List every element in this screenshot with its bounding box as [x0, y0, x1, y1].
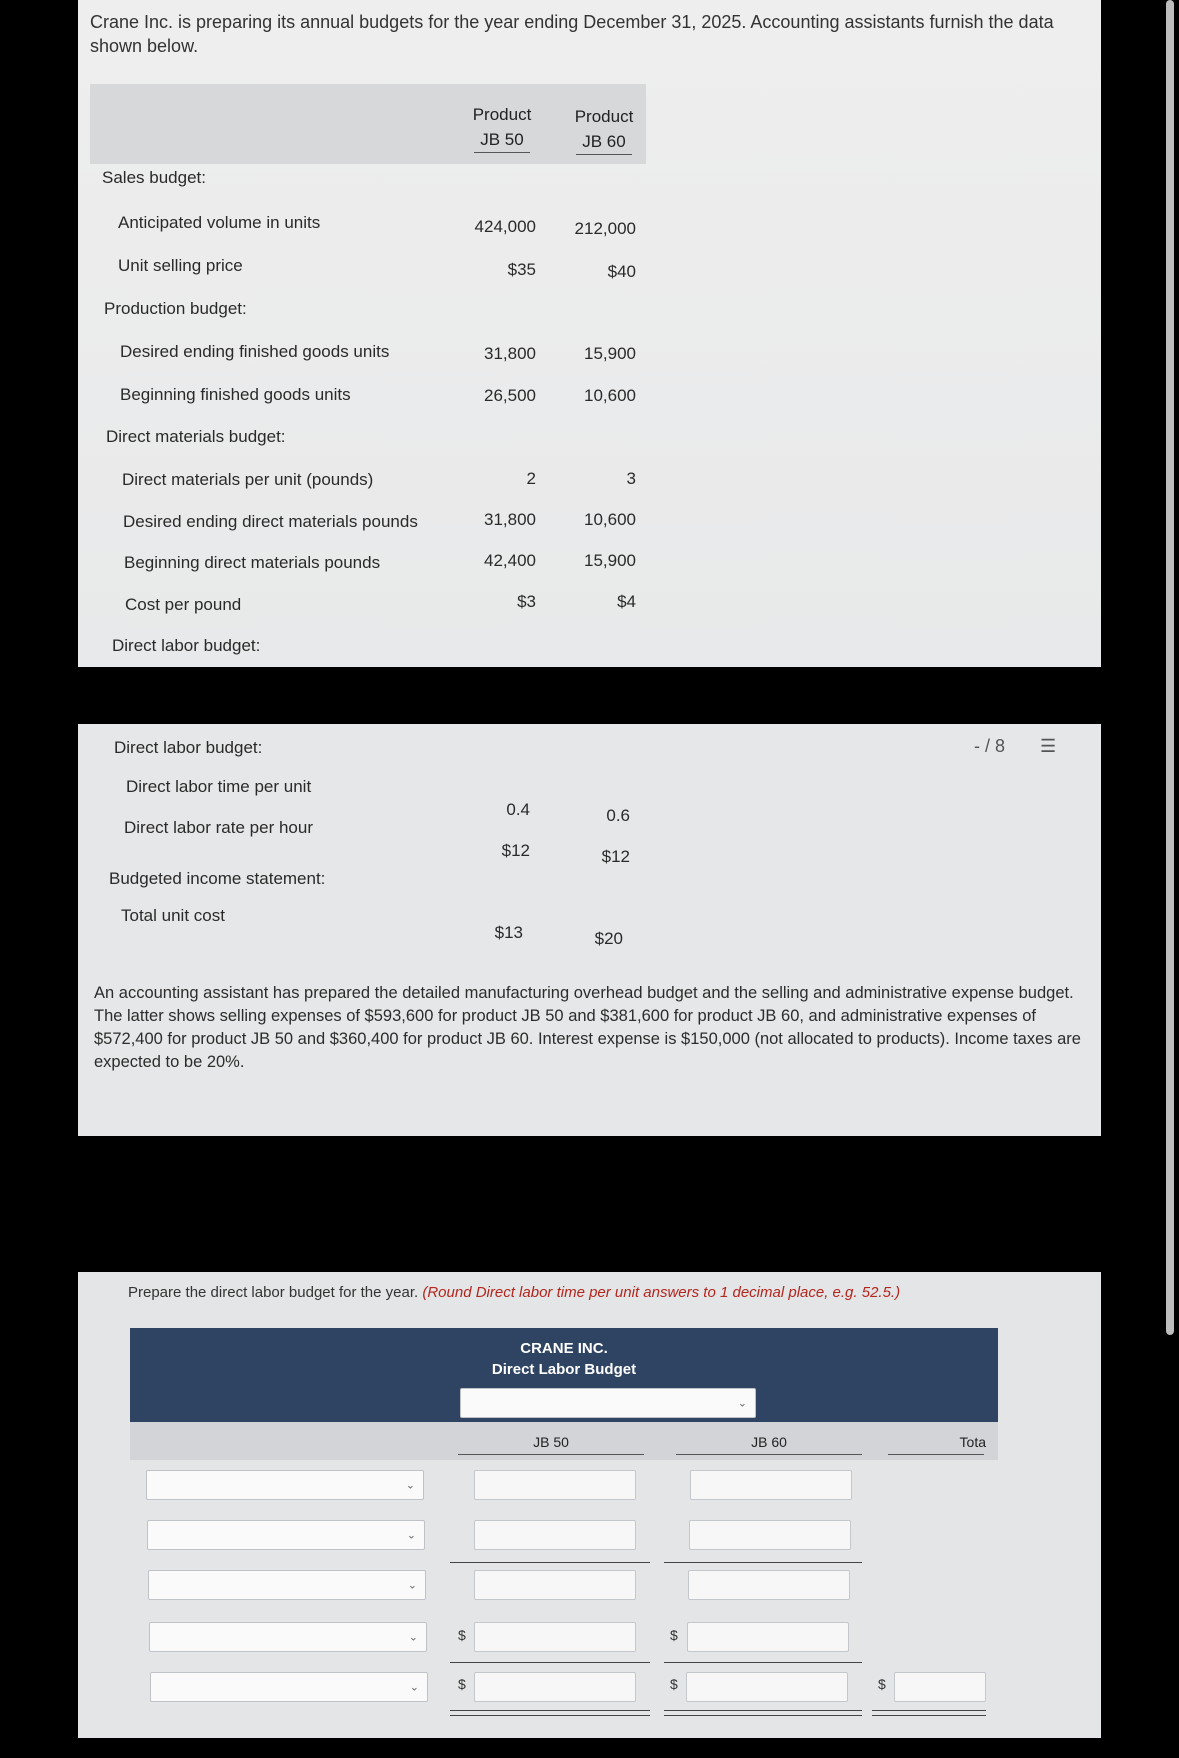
row-label-dm-per-unit: Direct materials per unit (pounds)	[122, 470, 374, 489]
row-5-jb50-input[interactable]	[474, 1672, 636, 1702]
data-panel-1	[78, 0, 1101, 667]
col-jb60-underline	[676, 1454, 862, 1455]
value-dl-time-jb50: 0.4	[506, 800, 530, 819]
row-label-dl-time: Direct labor time per unit	[126, 777, 312, 796]
chevron-down-icon: ⌄	[407, 1579, 417, 1592]
row-4-jb50-input[interactable]	[474, 1622, 636, 1652]
value-beginning-dm-jb60: 15,900	[584, 551, 636, 570]
section-dm-budget: Direct materials budget:	[106, 427, 286, 446]
value-total-unit-cost-jb50: $13	[494, 923, 523, 942]
value-dl-rate-jb50: $12	[501, 841, 530, 860]
row-2-jb60-input[interactable]	[689, 1520, 851, 1550]
row-2-label-select[interactable]	[147, 1520, 425, 1550]
row-4-jb50-rule	[450, 1662, 650, 1663]
row-1-label-select[interactable]	[146, 1470, 424, 1500]
row-label-total-unit-cost: Total unit cost	[121, 906, 225, 925]
value-beginning-fg-jb50: 26,500	[484, 386, 536, 405]
row-4-jb60-rule	[664, 1662, 862, 1663]
col-header-jb60-top: Product	[574, 107, 634, 126]
row-label-cost-per-pound: Cost per pound	[125, 595, 242, 614]
row-label-unit-selling-price: Unit selling price	[118, 256, 243, 275]
company-name: CRANE INC.	[520, 1340, 608, 1357]
row-5-jb50-dollar: $	[458, 1676, 466, 1692]
section-dl-budget: Direct labor budget:	[112, 636, 261, 655]
row-5-label-select[interactable]	[150, 1672, 428, 1702]
row-3-jb60-input[interactable]	[688, 1570, 850, 1600]
page-indicator: - / 8	[974, 736, 1006, 756]
row-label-anticipated-volume: Anticipated volume in units	[118, 213, 321, 232]
value-desired-ending-fg-jb50: 31,800	[484, 344, 536, 363]
value-unit-selling-price-jb60: $40	[607, 262, 636, 281]
row-5-total-input[interactable]	[894, 1672, 986, 1702]
col-total: Tota	[959, 1434, 986, 1450]
instruction-text	[128, 1284, 900, 1301]
value-beginning-fg-jb60: 10,600	[584, 386, 636, 405]
intro-text: Crane Inc. is preparing its annual budgets for the year ending December 31, 2025. Accounting assistants furnish the data shown below.	[90, 12, 1054, 56]
row-4-jb50-dollar: $	[458, 1627, 466, 1643]
value-beginning-dm-jb50: 42,400	[484, 551, 536, 570]
row-2-jb50-rule	[450, 1562, 650, 1563]
value-anticipated-volume-jb60: 212,000	[574, 219, 636, 238]
overhead-paragraph: An accounting assistant has prepared the detailed manufacturing overhead budget and the selling and administrative expense budget. The latter shows selling expenses of $593,600 for product JB 50 and $381,600 for product JB 60, and administrative expenses of $572,400 for product JB 50 and $360,400 for product JB 60. Interest expense is $150,000 (not allocated to products). Income taxes are expected to be 20%.	[94, 984, 1081, 1071]
chevron-down-icon: ⌄	[737, 1397, 747, 1410]
row-label-beginning-fg: Beginning finished goods units	[120, 385, 351, 404]
section-production-budget: Production budget:	[104, 299, 247, 318]
instruction-note: (Round Direct labor time per unit answers to 1 decimal place, e.g. 52.5.)	[422, 1284, 901, 1301]
row-4-jb60-dollar: $	[670, 1627, 678, 1643]
scrollbar[interactable]	[1166, 0, 1174, 1335]
row-1-jb60-input[interactable]	[690, 1470, 852, 1500]
col-header-jb50-bottom: JB 50	[474, 127, 529, 153]
section-dl-budget-2: Direct labor budget:	[114, 738, 263, 757]
value-unit-selling-price-jb50: $35	[507, 260, 536, 279]
value-desired-ending-fg-jb60: 15,900	[584, 344, 636, 363]
value-anticipated-volume-jb50: 424,000	[474, 217, 536, 236]
period-select[interactable]	[460, 1388, 756, 1418]
chevron-down-icon: ⌄	[406, 1529, 416, 1542]
row-label-beginning-dm: Beginning direct materials pounds	[124, 553, 381, 572]
col-header-jb50	[462, 102, 542, 153]
value-total-unit-cost-jb60: $20	[594, 929, 623, 948]
row-5-total-dollar: $	[878, 1676, 886, 1692]
row-label-desired-ending-fg: Desired ending finished goods units	[120, 342, 390, 361]
row-2-jb60-rule	[664, 1562, 862, 1563]
answer-form-panel	[78, 1272, 1101, 1738]
row-5-jb60-double-rule	[664, 1710, 862, 1716]
list-icon[interactable]: ☰	[1040, 736, 1057, 756]
value-cost-per-pound-jb60: $4	[617, 592, 636, 611]
row-label-dl-rate: Direct labor rate per hour	[124, 818, 313, 837]
column-header-band	[90, 84, 646, 164]
budget-title: Direct Labor Budget	[491, 1361, 637, 1378]
col-header-jb50-top: Product	[472, 105, 532, 124]
row-3-jb50-input[interactable]	[474, 1570, 636, 1600]
row-4-jb60-input[interactable]	[687, 1622, 849, 1652]
row-label-desired-ending-dm: Desired ending direct materials pounds	[123, 512, 418, 531]
col-jb60: JB 60	[751, 1434, 787, 1450]
instruction-main: Prepare the direct labor budget for the year.	[128, 1284, 419, 1301]
col-jb50-underline	[458, 1454, 644, 1455]
value-dl-rate-jb60: $12	[601, 847, 630, 866]
col-header-jb60-bottom: JB 60	[576, 129, 631, 155]
row-4-label-select[interactable]	[149, 1622, 427, 1652]
section-sales-budget: Sales budget:	[102, 168, 206, 187]
value-desired-ending-dm-jb50: 31,800	[484, 510, 536, 529]
row-5-jb60-input[interactable]	[686, 1672, 848, 1702]
value-cost-per-pound-jb50: $3	[517, 592, 536, 611]
row-3-label-select[interactable]	[148, 1570, 426, 1600]
value-dm-per-unit-jb60: 3	[626, 469, 636, 488]
chevron-down-icon: ⌄	[405, 1479, 415, 1492]
chevron-down-icon: ⌄	[409, 1681, 419, 1694]
col-total-underline	[888, 1454, 984, 1455]
row-5-jb50-double-rule	[450, 1710, 650, 1716]
row-1-jb50-input[interactable]	[474, 1470, 636, 1500]
value-dm-per-unit-jb50: 2	[526, 469, 536, 488]
row-2-jb50-input[interactable]	[474, 1520, 636, 1550]
value-desired-ending-dm-jb60: 10,600	[584, 510, 636, 529]
col-header-jb60	[564, 104, 644, 155]
budget-title-bar	[130, 1328, 998, 1422]
section-income-statement: Budgeted income statement:	[109, 869, 326, 888]
value-dl-time-jb60: 0.6	[606, 806, 630, 825]
row-5-total-double-rule	[872, 1710, 986, 1716]
chevron-down-icon: ⌄	[408, 1631, 418, 1644]
row-5-jb60-dollar: $	[670, 1676, 678, 1692]
data-panel-2	[78, 724, 1101, 1136]
col-jb50: JB 50	[533, 1434, 569, 1450]
